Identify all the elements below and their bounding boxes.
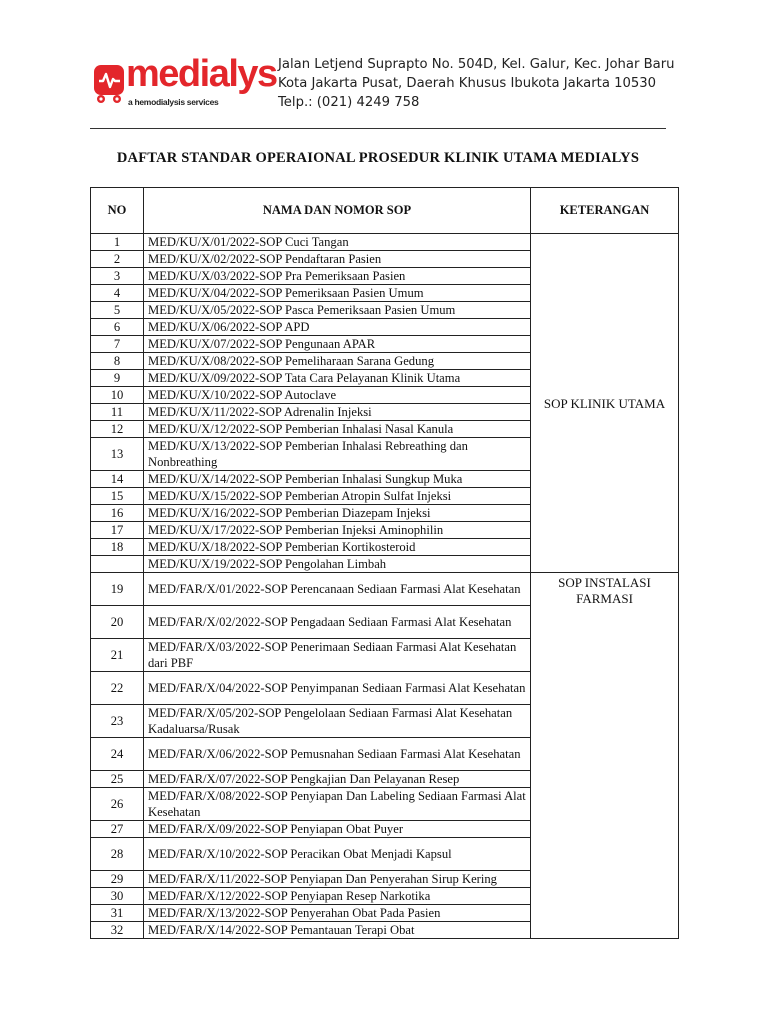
header-divider: [90, 128, 666, 129]
sop-name: MED/KU/X/10/2022-SOP Autoclave: [144, 387, 531, 404]
sop-name: MED/FAR/X/09/2022-SOP Penyiapan Obat Puyer: [144, 821, 531, 838]
row-number: 14: [91, 471, 144, 488]
document-title: DAFTAR STANDAR OPERAIONAL PROSEDUR KLINIK UTAMA MEDIALYS: [116, 150, 640, 166]
sop-name: MED/FAR/X/13/2022-SOP Penyerahan Obat Pada Pasien: [144, 905, 531, 922]
header-keterangan: KETERANGAN: [531, 188, 679, 234]
row-number: 27: [91, 821, 144, 838]
sop-name: MED/KU/X/15/2022-SOP Pemberian Atropin Sulfat Injeksi: [144, 488, 531, 505]
sop-name: MED/KU/X/05/2022-SOP Pasca Pemeriksaan Pasien Umum: [144, 302, 531, 319]
row-number: 29: [91, 871, 144, 888]
row-number: 21: [91, 639, 144, 672]
letterhead: [90, 55, 680, 115]
sop-name: MED/KU/X/04/2022-SOP Pemeriksaan Pasien Umum: [144, 285, 531, 302]
sop-name: MED/KU/X/14/2022-SOP Pemberian Inhalasi Sungkup Muka: [144, 471, 531, 488]
sop-name: MED/FAR/X/03/2022-SOP Penerimaan Sediaan Farmasi Alat Kesehatan dari PBF: [144, 639, 531, 672]
row-number: 8: [91, 353, 144, 370]
row-number: 12: [91, 421, 144, 438]
row-number: 4: [91, 285, 144, 302]
row-number: 15: [91, 488, 144, 505]
row-number: 17: [91, 522, 144, 539]
row-number: 22: [91, 672, 144, 705]
address-line: Jalan Letjend Suprapto No. 504D, Kel. Galur, Kec. Johar Baru: [278, 57, 675, 72]
row-number: 23: [91, 705, 144, 738]
row-number: 28: [91, 838, 144, 871]
row-number: 24: [91, 738, 144, 771]
sop-name: MED/FAR/X/10/2022-SOP Peracikan Obat Menjadi Kapsul: [144, 838, 531, 871]
row-number: 2: [91, 251, 144, 268]
clinic-address: [278, 55, 675, 112]
row-number: 16: [91, 505, 144, 522]
row-number: 6: [91, 319, 144, 336]
phone-line: Telp.: (021) 4249 758: [278, 95, 420, 110]
sop-name: MED/KU/X/19/2022-SOP Pengolahan Limbah: [144, 556, 531, 573]
sop-name: MED/KU/X/09/2022-SOP Tata Cara Pelayanan Klinik Utama: [144, 370, 531, 387]
sop-name: MED/FAR/X/02/2022-SOP Pengadaan Sediaan Farmasi Alat Kesehatan: [144, 606, 531, 639]
sop-name: MED/FAR/X/08/2022-SOP Penyiapan Dan Labeling Sediaan Farmasi Alat Kesehatan: [144, 788, 531, 821]
sop-name: MED/FAR/X/07/2022-SOP Pengkajian Dan Pelayanan Resep: [144, 771, 531, 788]
row-number: 18: [91, 539, 144, 556]
logo-tagline: a hemodialysis services: [128, 97, 219, 107]
header-no: NO: [91, 188, 144, 234]
row-number: 3: [91, 268, 144, 285]
medialys-logo: [90, 53, 277, 111]
sop-name: MED/KU/X/06/2022-SOP APD: [144, 319, 531, 336]
row-number: 26: [91, 788, 144, 821]
sop-name: MED/FAR/X/01/2022-SOP Perencanaan Sediaan Farmasi Alat Kesehatan: [144, 573, 531, 606]
sop-name: MED/FAR/X/14/2022-SOP Pemantauan Terapi Obat: [144, 922, 531, 939]
sop-name: MED/FAR/X/04/2022-SOP Penyimpanan Sediaan Farmasi Alat Kesehatan: [144, 672, 531, 705]
sop-name: MED/KU/X/18/2022-SOP Pemberian Kortikosteroid: [144, 539, 531, 556]
sop-name: MED/KU/X/02/2022-SOP Pendaftaran Pasien: [144, 251, 531, 268]
row-number: 11: [91, 404, 144, 421]
sop-name: MED/KU/X/11/2022-SOP Adrenalin Injeksi: [144, 404, 531, 421]
row-number: 31: [91, 905, 144, 922]
row-number: 32: [91, 922, 144, 939]
sop-name: MED/KU/X/07/2022-SOP Pengunaan APAR: [144, 336, 531, 353]
row-number: 9: [91, 370, 144, 387]
row-number: 19: [91, 573, 144, 606]
row-number: 25: [91, 771, 144, 788]
sop-name: MED/KU/X/01/2022-SOP Cuci Tangan: [144, 234, 531, 251]
sop-name: MED/KU/X/12/2022-SOP Pemberian Inhalasi Nasal Kanula: [144, 421, 531, 438]
sop-name: MED/FAR/X/11/2022-SOP Penyiapan Dan Penyerahan Sirup Kering: [144, 871, 531, 888]
sop-name: MED/FAR/X/06/2022-SOP Pemusnahan Sediaan Farmasi Alat Kesehatan: [144, 738, 531, 771]
sop-name: MED/KU/X/13/2022-SOP Pemberian Inhalasi Rebreathing dan Nonbreathing: [144, 438, 531, 471]
sop-name: MED/FAR/X/12/2022-SOP Penyiapan Resep Narkotika: [144, 888, 531, 905]
row-number: [91, 556, 144, 573]
sop-name: MED/FAR/X/05/202-SOP Pengelolaan Sediaan Farmasi Alat Kesehatan Kadaluarsa/Rusak: [144, 705, 531, 738]
group-label: SOP INSTALASI FARMASI: [531, 573, 679, 939]
row-number: 30: [91, 888, 144, 905]
row-number: 1: [91, 234, 144, 251]
kidney-logo-icon: [92, 59, 128, 103]
sop-name: MED/KU/X/03/2022-SOP Pra Pemeriksaan Pasien: [144, 268, 531, 285]
sop-name: MED/KU/X/08/2022-SOP Pemeliharaan Sarana Gedung: [144, 353, 531, 370]
sop-name: MED/KU/X/17/2022-SOP Pemberian Injeksi Aminophilin: [144, 522, 531, 539]
logo-wordmark: medialys: [126, 53, 277, 95]
row-number: 10: [91, 387, 144, 404]
row-number: 20: [91, 606, 144, 639]
table-row: [91, 573, 679, 606]
group-label: SOP KLINIK UTAMA: [531, 234, 679, 573]
row-number: 7: [91, 336, 144, 353]
address-line: Kota Jakarta Pusat, Daerah Khusus Ibukota Jakarta 10530: [278, 76, 657, 91]
table-header-row: [91, 188, 679, 234]
row-number: 5: [91, 302, 144, 319]
header-name: NAMA DAN NOMOR SOP: [144, 188, 531, 234]
sop-name: MED/KU/X/16/2022-SOP Pemberian Diazepam Injeksi: [144, 505, 531, 522]
row-number: 13: [91, 438, 144, 471]
table-row: [91, 234, 679, 251]
sop-table: [90, 187, 679, 939]
